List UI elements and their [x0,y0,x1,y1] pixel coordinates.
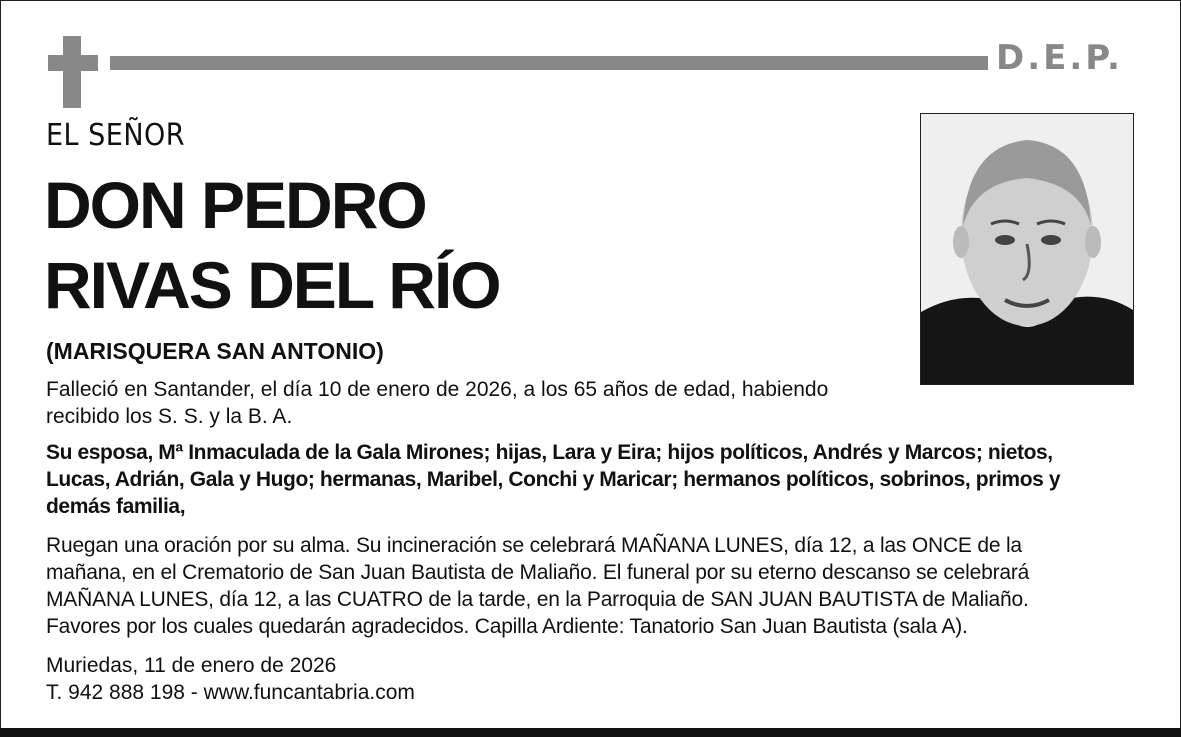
deceased-name-line1: DON PEDRO [44,168,426,242]
death-line: recibido los S. S. y la B. A. [46,405,293,428]
service-line: mañana, en el Crematorio de San Juan Bautista de Maliaño. El funeral por su eterno descanso se celebrará [46,561,1030,584]
service-details [46,532,1106,640]
cross-icon-bar [48,55,98,71]
contact-line: T. 942 888 198 - www.funcantabria.com [46,681,415,704]
service-line: MAÑANA LUNES, día 12, a las CUATRO de la tarde, en la Parroquia de SAN JUAN BAUTISTA de Maliaño. [46,588,1029,611]
dep-label: D.E.P. [996,38,1123,78]
death-line: Falleció en Santander, el día 10 de enero de 2026, a los 65 años de edad, habiendo [46,378,829,401]
bottom-border [0,728,1181,737]
service-line: Favores por los cuales quedarán agradecidos. Capilla Ardiente: Tanatorio San Juan Bautista (sala A). [46,615,968,638]
deceased-name-line2: RIVAS DEL RÍO [44,248,500,322]
header-rule [110,56,988,70]
place-date: Muriedas, 11 de enero de 2026 [46,654,337,677]
portrait-photo [920,113,1134,385]
family-list [46,439,1106,520]
cross-icon [63,36,81,108]
footer-info [46,652,1106,706]
family-line: Su esposa, Mª Inmaculada de la Gala Mirones; hijas, Lara y Eira; hijos políticos, Andrés y Marcos; nietos, [46,441,1053,464]
business-name: (MARISQUERA SAN ANTONIO) [46,338,384,364]
family-line: Lucas, Adrián, Gala y Hugo; hermanas, Maribel, Conchi y Maricar; hermanos políticos, sobrinos, primos y [46,468,1061,491]
honorific: EL SEÑOR [46,118,186,153]
portrait-illustration [921,114,1133,384]
death-statement [46,376,906,430]
family-line: demás familia, [46,495,186,518]
service-line: Ruegan una oración por su alma. Su incineración se celebrará MAÑANA LUNES, día 12, a las ONCE de la [46,534,1022,557]
